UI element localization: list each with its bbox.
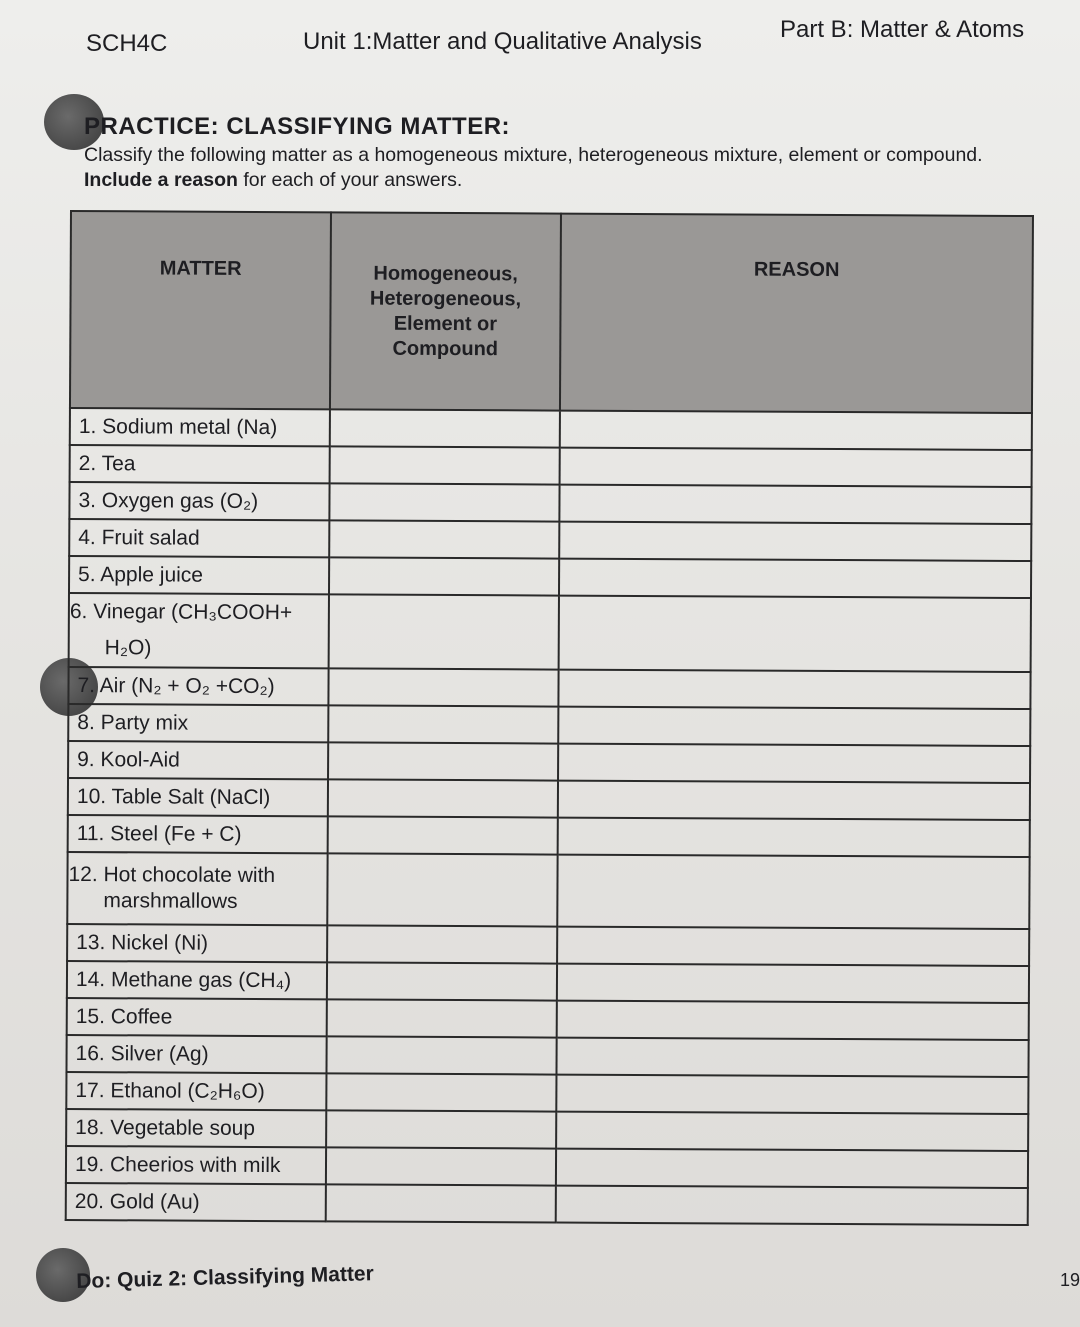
matter-cell: 5. Apple juice: [69, 556, 329, 594]
part-title: Part B: Matter & Atoms: [780, 16, 1025, 43]
classification-answer-cell[interactable]: [328, 668, 558, 706]
table-row: [70, 445, 1032, 487]
matter-cell: 3. Oxygen gas (O₂): [69, 482, 329, 520]
matter-cell: 2. Tea: [70, 445, 330, 483]
classification-answer-cell[interactable]: [328, 816, 558, 854]
table-row: [67, 998, 1029, 1040]
reason-answer-cell[interactable]: [558, 781, 1030, 820]
reason-answer-cell[interactable]: [560, 448, 1032, 487]
classification-answer-cell[interactable]: [326, 1147, 556, 1185]
table-row: [68, 778, 1030, 820]
classification-answer-cell[interactable]: [328, 779, 558, 817]
matter-cell: 9. Kool-Aid: [68, 741, 328, 779]
classification-answer-cell[interactable]: [326, 1110, 556, 1148]
matter-cell: 6. Vinegar (CH₃COOH+ H₂O): [69, 593, 329, 668]
reason-answer-cell[interactable]: [556, 1186, 1028, 1225]
instructions-text: Classify the following matter as a homogeneous mixture, heterogeneous mixture, element or compound.: [84, 144, 983, 166]
classification-answer-cell[interactable]: [328, 742, 558, 780]
matter-cell: 18. Vegetable soup: [66, 1109, 326, 1147]
matter-cell: 1. Sodium metal (Na): [70, 408, 330, 446]
matter-cell: 14. Methane gas (CH₄): [67, 961, 327, 999]
table-row: [66, 1146, 1028, 1188]
classification-answer-cell[interactable]: [328, 705, 558, 743]
table-row: [67, 961, 1029, 1003]
classification-answer-cell[interactable]: [327, 853, 557, 926]
instructions: [84, 143, 1004, 193]
reason-answer-cell[interactable]: [557, 964, 1029, 1003]
table-row: [69, 519, 1031, 561]
table-row: [67, 924, 1029, 966]
reason-answer-cell[interactable]: [557, 855, 1029, 929]
table-row: [68, 815, 1030, 857]
classification-table: [65, 210, 1034, 1226]
matter-cell: 20. Gold (Au): [66, 1183, 326, 1221]
matter-cell: 8. Party mix: [68, 704, 328, 742]
matter-cell: 16. Silver (Ag): [66, 1035, 326, 1073]
classification-header-line2: Heterogeneous,: [369, 287, 522, 310]
classification-answer-cell[interactable]: [329, 483, 559, 521]
reason-answer-cell[interactable]: [557, 927, 1029, 966]
table-row: [68, 667, 1030, 709]
reason-answer-cell[interactable]: [560, 411, 1032, 450]
instructions-text-end: for each of your answers.: [243, 169, 463, 191]
reason-answer-cell[interactable]: [558, 818, 1030, 857]
table-row: [66, 1035, 1028, 1077]
classification-answer-cell[interactable]: [327, 962, 557, 1000]
classification-header-line1: Homogeneous,: [373, 262, 518, 285]
classification-answer-cell[interactable]: [329, 594, 559, 669]
matter-cell: 4. Fruit salad: [69, 519, 329, 557]
matter-cell: 7. Air (N₂ + O₂ +CO₂): [68, 667, 328, 705]
reason-answer-cell[interactable]: [556, 1112, 1028, 1151]
reason-answer-cell[interactable]: [559, 559, 1031, 598]
table-row: [68, 741, 1030, 783]
page-number: 19: [1060, 1270, 1080, 1290]
matter-cell: 11. Steel (Fe + C): [68, 815, 328, 853]
table-row: [70, 408, 1032, 450]
classification-answer-cell[interactable]: [330, 409, 560, 447]
classification-answer-cell[interactable]: [329, 520, 559, 558]
classification-answer-cell[interactable]: [327, 999, 557, 1037]
classification-header-line3: Element or: [393, 312, 498, 335]
reason-answer-cell[interactable]: [559, 522, 1031, 561]
table-row: [66, 1072, 1028, 1114]
matter-cell: 10. Table Salt (NaCl): [68, 778, 328, 816]
reason-answer-cell[interactable]: [556, 1149, 1028, 1188]
classification-answer-cell[interactable]: [327, 925, 557, 963]
table-row: [69, 482, 1031, 524]
matter-cell: 12. Hot chocolate with marshmallows: [67, 852, 327, 925]
classification-column-header: [330, 212, 561, 410]
reason-answer-cell[interactable]: [558, 707, 1030, 746]
reason-answer-cell[interactable]: [559, 596, 1031, 672]
reason-answer-cell[interactable]: [559, 485, 1031, 524]
table-row: [68, 704, 1030, 746]
matter-cell: 17. Ethanol (C₂H₆O): [66, 1072, 326, 1110]
classification-table-wrapper: [65, 210, 1032, 1226]
table-row: [69, 556, 1031, 598]
table-row: [69, 593, 1031, 672]
classification-answer-cell[interactable]: [326, 1073, 556, 1111]
matter-cell: 19. Cheerios with milk: [66, 1146, 326, 1184]
matter-column-header: MATTER: [70, 211, 331, 409]
reason-answer-cell[interactable]: [556, 1038, 1028, 1077]
classification-answer-cell[interactable]: [330, 446, 560, 484]
table-header-row: [70, 211, 1033, 413]
reason-column-header: REASON: [560, 214, 1033, 413]
classification-answer-cell[interactable]: [326, 1036, 556, 1074]
classification-answer-cell[interactable]: [329, 557, 559, 595]
table-row: [66, 1183, 1028, 1225]
practice-title: PRACTICE: CLASSIFYING MATTER:: [84, 113, 511, 140]
instructions-emphasis: Include a reason: [84, 169, 238, 191]
unit-title: Unit 1:Matter and Qualitative Analysis: [303, 28, 702, 55]
table-row: [67, 852, 1029, 929]
classification-header-line4: Compound: [392, 337, 499, 360]
matter-cell: 13. Nickel (Ni): [67, 924, 327, 962]
course-code: SCH4C: [86, 30, 168, 57]
matter-cell: 15. Coffee: [67, 998, 327, 1036]
table-row: [66, 1109, 1028, 1151]
reason-answer-cell[interactable]: [556, 1075, 1028, 1114]
reason-answer-cell[interactable]: [558, 744, 1030, 783]
quiz-instruction: Do: Quiz 2: Classifying Matter: [76, 1262, 375, 1293]
reason-answer-cell[interactable]: [558, 670, 1030, 709]
classification-answer-cell[interactable]: [326, 1184, 556, 1222]
reason-answer-cell[interactable]: [557, 1001, 1029, 1040]
